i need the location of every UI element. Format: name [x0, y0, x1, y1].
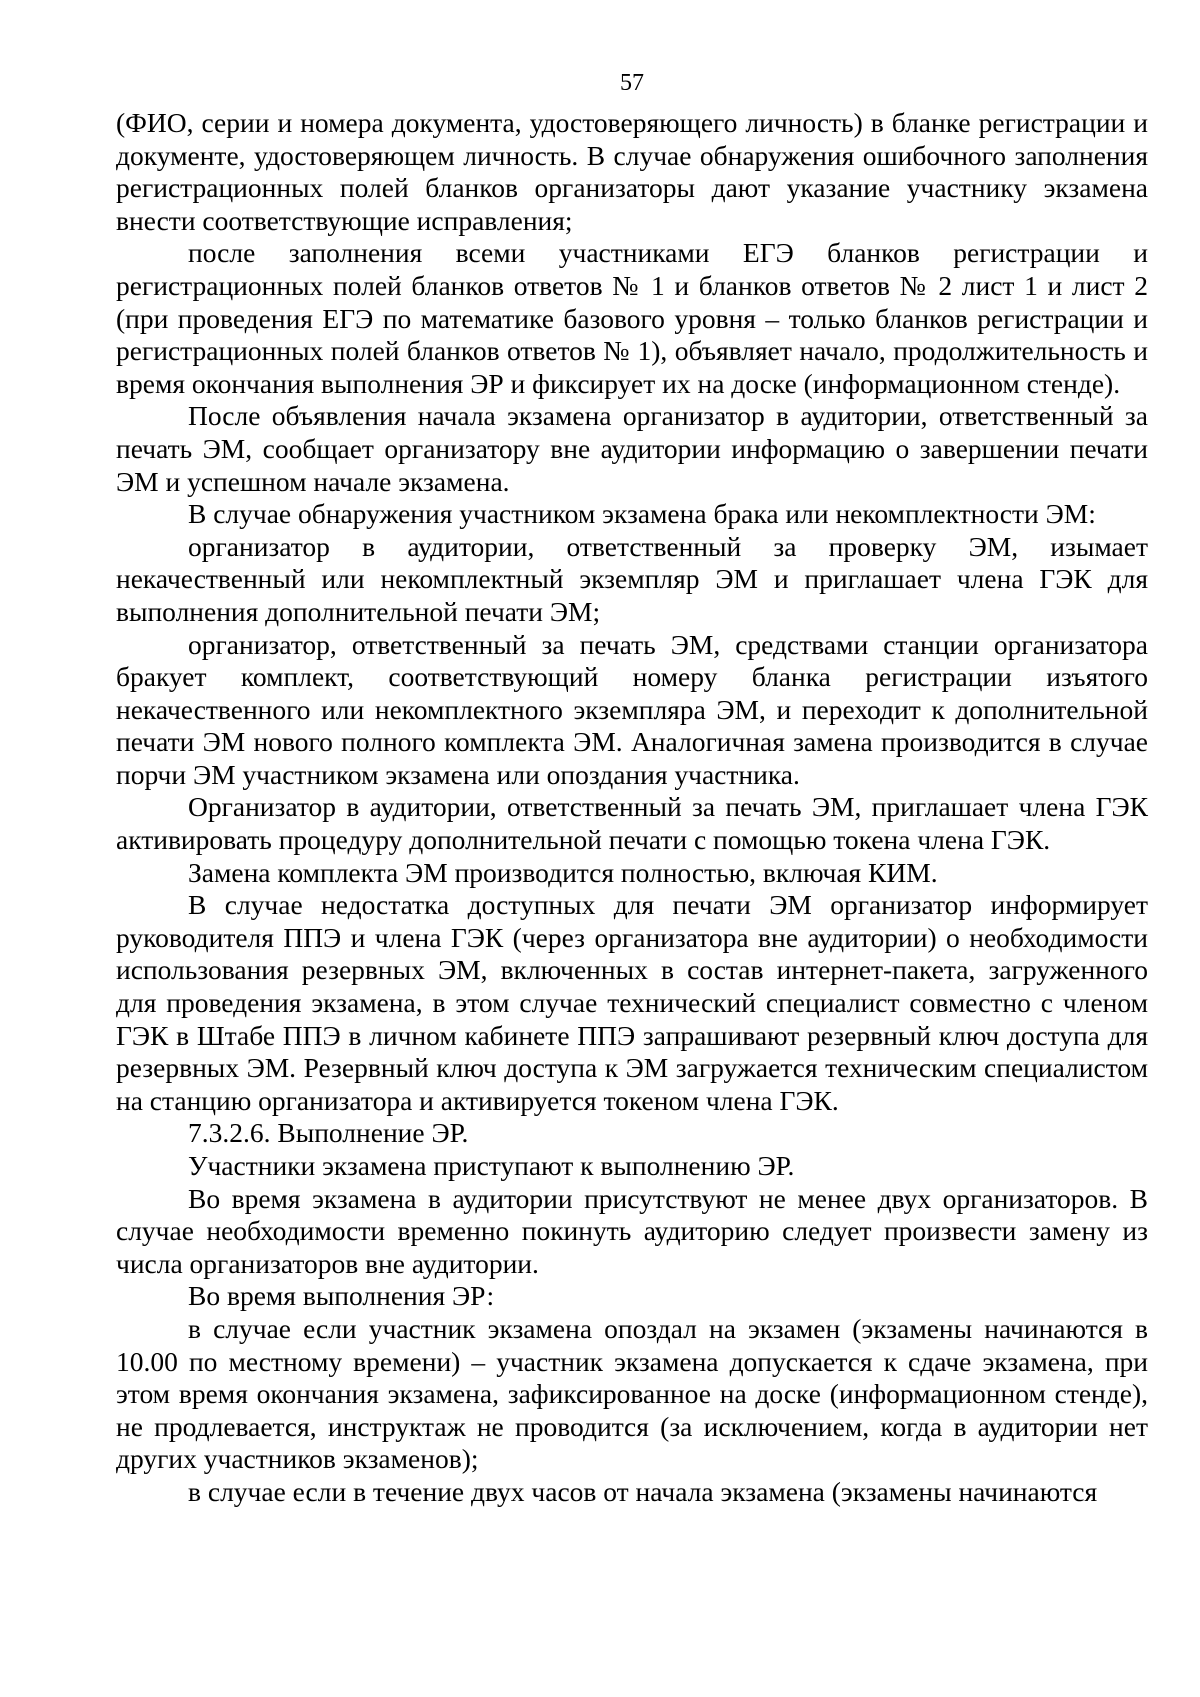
paragraph-5: организатор в аудитории, ответственный за проверку ЭМ, изымает некачественный или некомплектный экземпляр ЭМ и приглашает члена ГЭК для выполнения дополнительной печати ЭМ;	[116, 530, 1148, 627]
paragraph-6: организатор, ответственный за печать ЭМ, средствами станции организатора бракует комплект, соответствующий номеру бланка регистрации изъятого некачественного или некомплектного экземпляра ЭМ, и переходит к дополнительной печати ЭМ нового полного комплекта ЭМ. Аналогичная замена производится в случае порчи ЭМ участником экзамена или опоздания участника.	[116, 628, 1148, 790]
paragraph-9: В случае недостатка доступных для печати ЭМ организатор информирует руководителя ППЭ и члена ГЭК (через организатора вне аудитории) о необходимости использования резервных ЭМ, включенных в состав интернет-пакета, загруженного для проведения экзамена, в этом случае технический специалист совместно с членом ГЭК в Штабе ППЭ в личном кабинете ППЭ запрашивают резервный ключ доступа для резервных ЭМ. Резервный ключ доступа к ЭМ загружается техническим специалистом на станцию организатора и активируется токеном члена ГЭК.	[116, 889, 1148, 1116]
paragraph-12: Во время экзамена в аудитории присутствуют не менее двух организаторов. В случае необходимости временно покинуть аудиторию следует произвести замену из числа организаторов вне аудитории.	[116, 1182, 1148, 1279]
body-text	[116, 107, 1148, 1509]
paragraph-8: Замена комплекта ЭМ производится полностью, включая КИМ.	[188, 856, 938, 888]
document-page	[116, 64, 1148, 1509]
paragraph-1: (ФИО, серии и номера документа, удостоверяющего личность) в бланке регистрации и документе, удостоверяющем личность. В случае обнаружения ошибочного заполнения регистрационных полей бланков организаторы дают указание участнику экзамена внести соответствующие исправления;	[116, 107, 1148, 236]
paragraph-15: в случае если в течение двух часов от начала экзамена (экзамены начинаются	[188, 1475, 1098, 1507]
paragraph-4: В случае обнаружения участником экзамена брака или некомплектности ЭМ:	[188, 498, 1096, 530]
paragraph-7: Организатор в аудитории, ответственный за печать ЭМ, приглашает члена ГЭК активировать процедуру дополнительной печати с помощью токена члена ГЭК.	[116, 791, 1148, 856]
paragraph-10: 7.3.2.6. Выполнение ЭР.	[188, 1117, 469, 1149]
page-number: 57	[620, 70, 644, 96]
paragraph-14: в случае если участник экзамена опоздал на экзамен (экзамены начинаются в 10.00 по местному времени) – участник экзамена допускается к сдаче экзамена, при этом время окончания экзамена, зафиксированное на доске (информационном стенде), не продлевается, инструктаж не проводится (за исключением, когда в аудитории нет других участников экзаменов);	[116, 1312, 1148, 1475]
paragraph-2: после заполнения всеми участниками ЕГЭ бланков регистрации и регистрационных полей бланков ответов № 1 и бланков ответов № 2 лист 1 и лист 2 (при проведения ЕГЭ по математике базового уровня – только бланков регистрации и регистрационных полей бланков ответов № 1), объявляет начало, продолжительность и время окончания выполнения ЭР и фиксирует их на доске (информационном стенде).	[116, 237, 1148, 399]
paragraph-13: Во время выполнения ЭР:	[188, 1280, 495, 1312]
paragraph-3: После объявления начала экзамена организатор в аудитории, ответственный за печать ЭМ, сообщает организатору вне аудитории информацию о завершении печати ЭМ и успешном начале экзамена.	[116, 400, 1148, 497]
paragraph-11: Участники экзамена приступают к выполнению ЭР.	[188, 1150, 795, 1181]
